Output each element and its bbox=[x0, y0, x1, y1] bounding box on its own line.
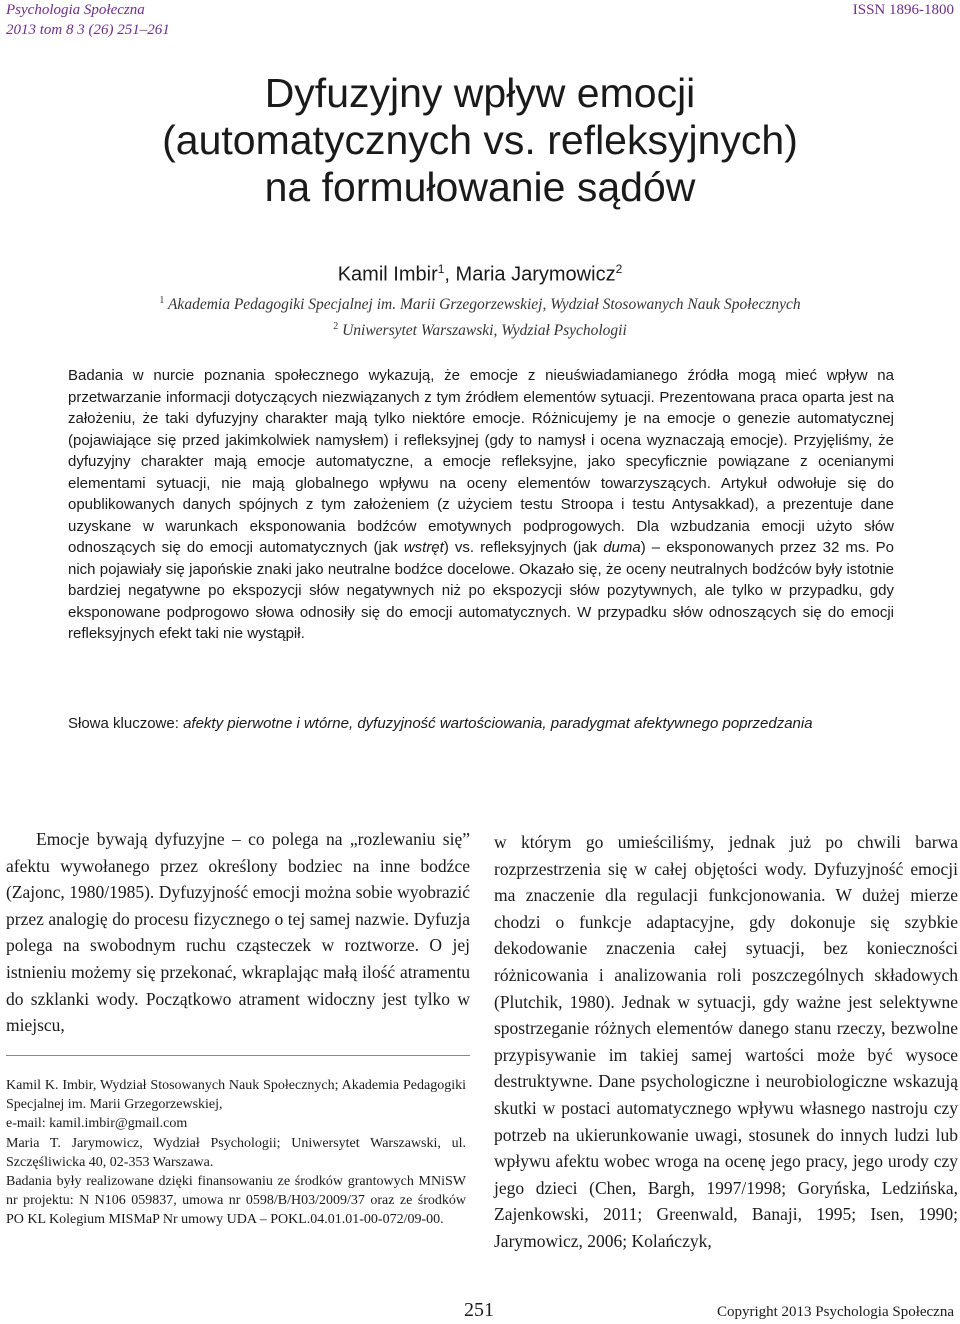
author-affiliation-mark: 1 bbox=[437, 262, 445, 276]
author-affiliation-mark: 2 bbox=[615, 262, 623, 276]
keywords-values: afekty pierwotne i wtórne, dyfuzyjność wartościowania, paradygmat afektywnego poprzedzania bbox=[183, 715, 813, 732]
footnote-contact: Maria T. Jarymowicz, Wydział Psychologii; Uniwersytet Warszawski, ul. Szczęśliwicka 40, 02-353 Warszawa. bbox=[6, 1135, 466, 1170]
issn: ISSN 1896-1800 bbox=[852, 2, 954, 18]
author-name: Maria Jarymowicz bbox=[455, 263, 616, 286]
body-paragraph: Emocje bywają dyfuzyjne – co polega na „rozlewaniu się” afektu wywołanego przez określony bodziec na inne bodźce (Zajonc, 1980/1985). Dyfuzyjność emocji można sobie wyobrazić przez analogię do procesu fizycznego o tej samej nazwie. Dyfuzja polega na swobodnym ruchu cząsteczek w roztworze. O jej istnieniu możemy się przekonać, wkraplając małą ilość atramentu do szklanki wody. Początkowo atrament widoczny jest tylko w miejscu, bbox=[6, 829, 470, 1036]
affiliation bbox=[0, 316, 960, 342]
author-name: Kamil Imbir bbox=[337, 263, 438, 286]
abstract-part: ) – eksponowanych przez 32 ms. Po nich pojawiały się japońskie znaki jako neutralne bodźce docelowe. Okazało się, że oceny neutralnych bodźców były istotnie bardziej negatywne po ekspozycji słów negatywnych niż po ekspozycji słów pozytywnych, ale tylko w przypadku, gdy eksponowane podprogowo słowa odnosiły się do emocji automatycznych. W przypadku słów odnoszących się do emocji refleksyjnych efekt taki nie wystąpił. bbox=[68, 539, 894, 642]
article-title bbox=[0, 70, 960, 211]
authors bbox=[0, 256, 960, 288]
footnote bbox=[6, 1076, 466, 1230]
copyright: Copyright 2013 Psychologia Społeczna bbox=[716, 1304, 954, 1320]
body-paragraph: w którym go umieściliśmy, jednak już po chwili barwa rozprzestrzenia się w całej objętości wody. Dyfuzyjność emocji ma znaczenie dla regulacji funkcjonowania. W dużej mierze chodzi o funkcje adaptacyjne, gdy dokonuje się szybkie dekodowanie znaczenia całej sytuacji, bez konieczności różnicowania i analizowania roli poszczególnych składowych (Plutchik, 1980). Jednak w sytuacji, gdy ważne jest selektywne spostrzeganie różnych elementów danego stanu rzeczy, bezwolne przypisywanie im takiej samej wartości może być wysoce destruktywne. Dane psychologiczne i neurobiologiczne wskazują skutki w postaci automatycznego wpływu własnego nastroju czy potrzeb na ukierunkowanie uwagi, stosunek do innych ludzi lub wpływu afektu wobec wroga na ocenę jego pracy, jego urody czy jego dzieci (Chen, Bargh, 1997/1998; Goryńska, Ledzińska, Zajenkowski, 2011; Greenwald, Banaji, 1995; Isen, 1990; Jarymowicz, 2006; Kolańczyk, bbox=[494, 832, 958, 1251]
author-separator: , bbox=[444, 263, 456, 286]
abstract bbox=[68, 365, 894, 645]
keywords-label: Słowa kluczowe: bbox=[68, 715, 184, 732]
affiliation-number: 2 bbox=[333, 321, 339, 333]
body-column-left bbox=[6, 826, 470, 1039]
abstract-part: ) vs. refleksyjnych (jak bbox=[443, 539, 604, 556]
abstract-part: Badania w nurcie poznania społecznego wykazują, że emocje z nieuświadamianego źródła mogą mieć wpływ na przetwarzanie informacji dotyczących niezwiązanych z tym źródłem elementów sytuacji. Prezentowana praca oparta jest na założeniu, że taki dyfuzyjny charakter mają tylko niektóre emocje. Różnicujemy je na emocje o genezie automatycznej (pojawiające się przed jakimkolwiek namysłem) i refleksyjnej (gdy to namysł i ocena wyznaczają emocje). Przyjęliśmy, że dyfuzyjny charakter mają emocje automatyczne, a emocje refleksyjne, jako specyficznie powiązane z ocenianymi elementami sytuacji, nie mają globalnego wpływu na oceny elementów towarzyszących. Artykuł odwołuje się do opublikowanych danych spójnych z tym założeniem (z użyciem testu Stroopa i testu Antysakkad), a prezentuje dane uzyskane w warunkach eksponowania bodźców emotywnych podprogowych. Dla wzbudzania emocji użyto słów odnoszących się do emocji automatycznych (jak bbox=[68, 367, 894, 556]
journal-header bbox=[6, 0, 170, 40]
abstract-text bbox=[68, 365, 894, 645]
abstract-example-word: duma bbox=[603, 539, 641, 556]
footnote-email: e-mail: kamil.imbir@gmail.com bbox=[6, 1116, 188, 1132]
footnote-funding: Badania były realizowane dzięki finansowaniu ze środków grantowych MNiSW nr projektu: N N106 059837, umowa nr 0598/B/H03/2009/37 oraz ze środków PO KL Kolegium MISMaP Nr umowy UDA – POKL.04.01.01-00-072/09-00. bbox=[6, 1174, 466, 1228]
footnote-divider bbox=[6, 1055, 470, 1056]
page-number: 251 bbox=[464, 1299, 494, 1321]
body-column-right bbox=[494, 829, 958, 1255]
abstract-example-word: wstręt bbox=[403, 539, 444, 556]
affiliation-number: 1 bbox=[159, 295, 165, 306]
affiliation bbox=[0, 290, 960, 316]
affiliation-text: Uniwersytet Warszawski, Wydział Psychologii bbox=[342, 322, 627, 340]
footnote-contact: Kamil K. Imbir, Wydział Stosowanych Nauk Społecznych; Akademia Pedagogiki Specjalnej im. Marii Grzegorzewskiej, bbox=[6, 1078, 466, 1113]
title-line: (automatycznych vs. refleksyjnych) bbox=[162, 117, 798, 163]
keywords bbox=[68, 712, 894, 735]
affiliations bbox=[0, 290, 960, 342]
affiliation-text: Akademia Pedagogiki Specjalnej im. Marii Grzegorzewskiej, Wydział Stosowanych Nauk Społecznych bbox=[167, 296, 801, 314]
journal-name: Psychologia Społeczna bbox=[6, 2, 145, 18]
title-line: Dyfuzyjny wpływ emocji bbox=[264, 70, 696, 116]
title-line: na formułowanie sądów bbox=[264, 164, 696, 210]
journal-issue: 2013 tom 8 3 (26) 251–261 bbox=[6, 22, 170, 38]
